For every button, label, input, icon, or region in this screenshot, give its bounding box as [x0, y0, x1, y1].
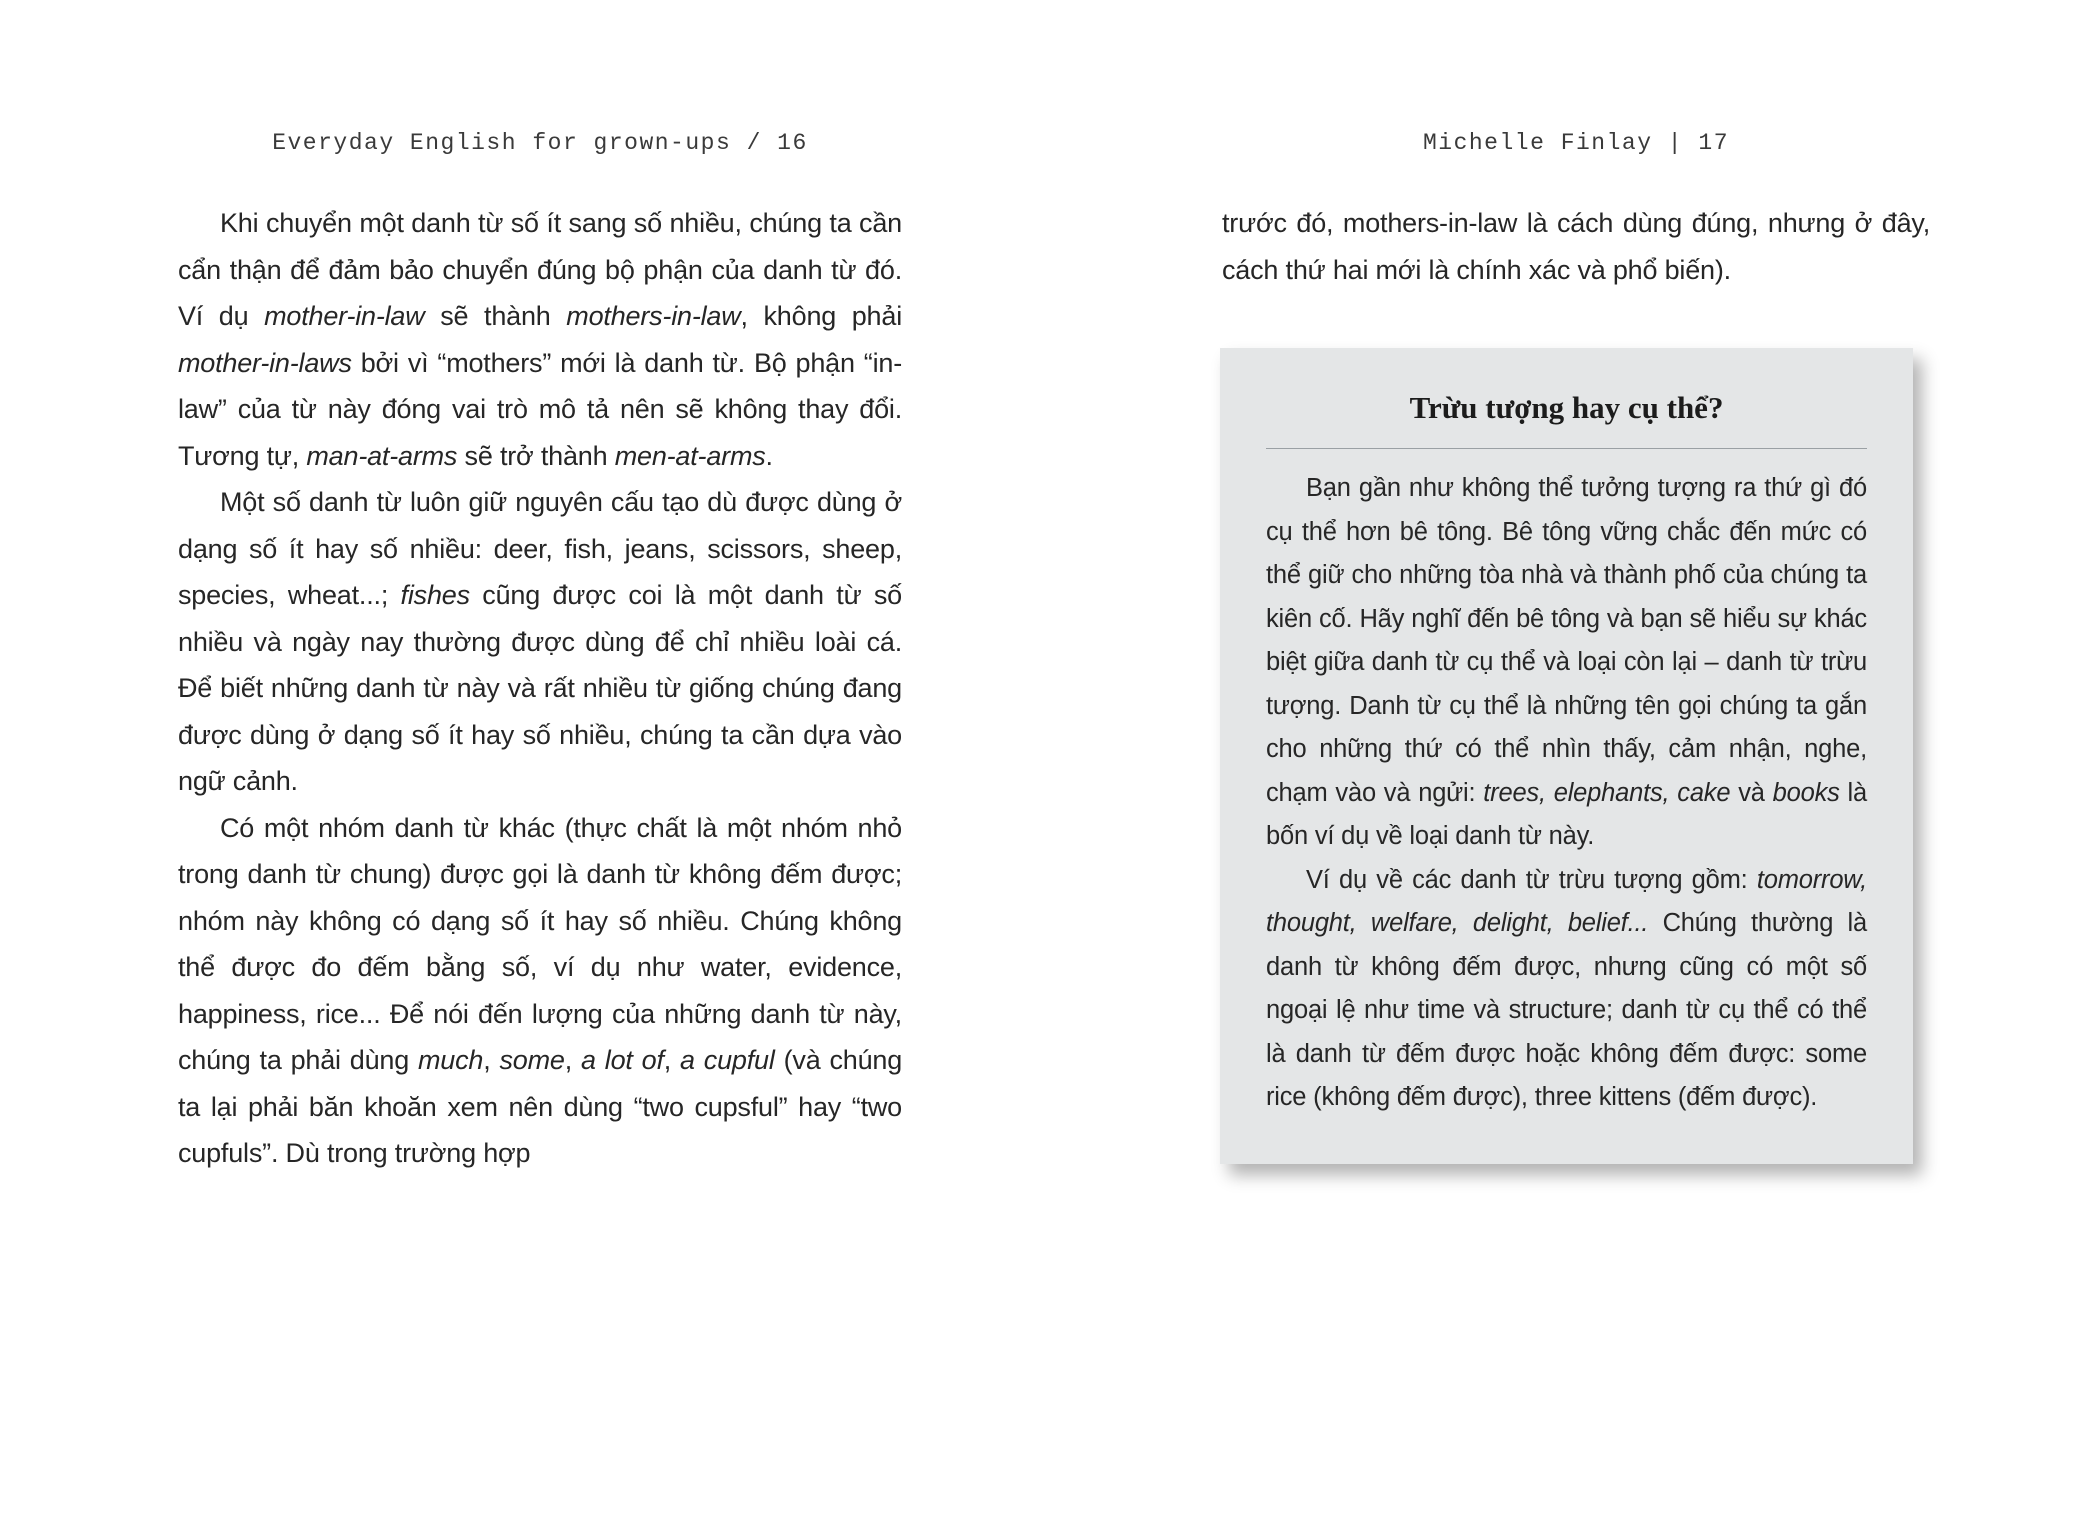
left-running-head: Everyday English for grown-ups / 16: [272, 130, 808, 156]
paragraph: Bạn gần như không thể tưởng tượng ra thứ gì đó cụ thể hơn bê tông. Bê tông vững chắc đến mức có thể giữ cho những tòa nhà và thành phố của chúng ta kiên cố. Hãy nghĩ đến bê tông và bạn sẽ hiểu sự khác biệt giữa danh từ cụ thể và loại còn lại – danh từ trừu tượng. Danh từ cụ thể là những tên gọi chúng ta gắn cho những thứ có thể nhìn thấy, cảm nhận, nghe, chạm vào và ngửi: trees, elephants, cake và books là bốn ví dụ về loại danh từ này.: [1266, 474, 1867, 850]
paragraph: Khi chuyển một danh từ số ít sang số nhiều, chúng ta cần cẩn thận để đảm bảo chuyển đúng bộ phận của danh từ đó. Ví dụ mother-in-law sẽ thành mothers-in-law, không phải mother-in-laws bởi vì “mothers” mới là danh từ. Bộ phận “in-law” của từ này đóng vai trò mô tả nên sẽ không thay đổi. Tương tự, man-at-arms sẽ trở thành men-at-arms.: [178, 208, 902, 471]
left-body-text: [178, 200, 902, 1177]
info-box-body: [1266, 467, 1867, 1120]
right-body-text: [1222, 200, 1930, 293]
paragraph: Có một nhóm danh từ khác (thực chất là một nhóm nhỏ trong danh từ chung) được gọi là danh từ không đếm được; nhóm này không có dạng số ít hay số nhiều. Chúng không thể được đo đếm bằng số, ví dụ như water, evidence, happiness, rice... Để nói đến lượng của những danh từ này, chúng ta phải dùng much, some, a lot of, a cupful (và chúng ta lại phải băn khoăn xem nên dùng “two cupsful” hay “two cupfuls”. Dù trong trường hợp: [178, 812, 903, 1168]
info-box: [1220, 348, 1913, 1164]
left-page: [178, 130, 902, 1177]
paragraph: Một số danh từ luôn giữ nguyên cấu tạo dù được dùng ở dạng số ít hay số nhiều: deer, fish, jeans, scissors, sheep, species, wheat...; fishes cũng được coi là một danh từ số nhiều và ngày nay thường được dùng để chỉ nhiều loài cá. Để biết những danh từ này và rất nhiều từ giống chúng đang được dùng ở dạng số ít hay số nhiều, chúng ta cần dựa vào ngữ cảnh.: [178, 487, 902, 796]
right-page: [1222, 130, 1930, 1111]
paragraph: trước đó, mothers-in-law là cách dùng đúng, nhưng ở đây, cách thứ hai mới là chính xác và phổ biến).: [1222, 208, 1930, 285]
right-running-head: Michelle Finlay | 17: [1422, 130, 1730, 156]
info-box-title: Trừu tượng hay cụ thể?: [1409, 390, 1724, 425]
info-box-divider: [1266, 448, 1867, 449]
paragraph: Ví dụ về các danh từ trừu tượng gồm: tomorrow, thought, welfare, delight, belief... Chúng thường là danh từ không đếm được, nhưng cũng có một số ngoại lệ như time và structure; danh từ cụ thể có thể là danh từ đếm được hoặc không đếm được: some rice (không đếm được), three kittens (đếm được).: [1266, 865, 1868, 1111]
